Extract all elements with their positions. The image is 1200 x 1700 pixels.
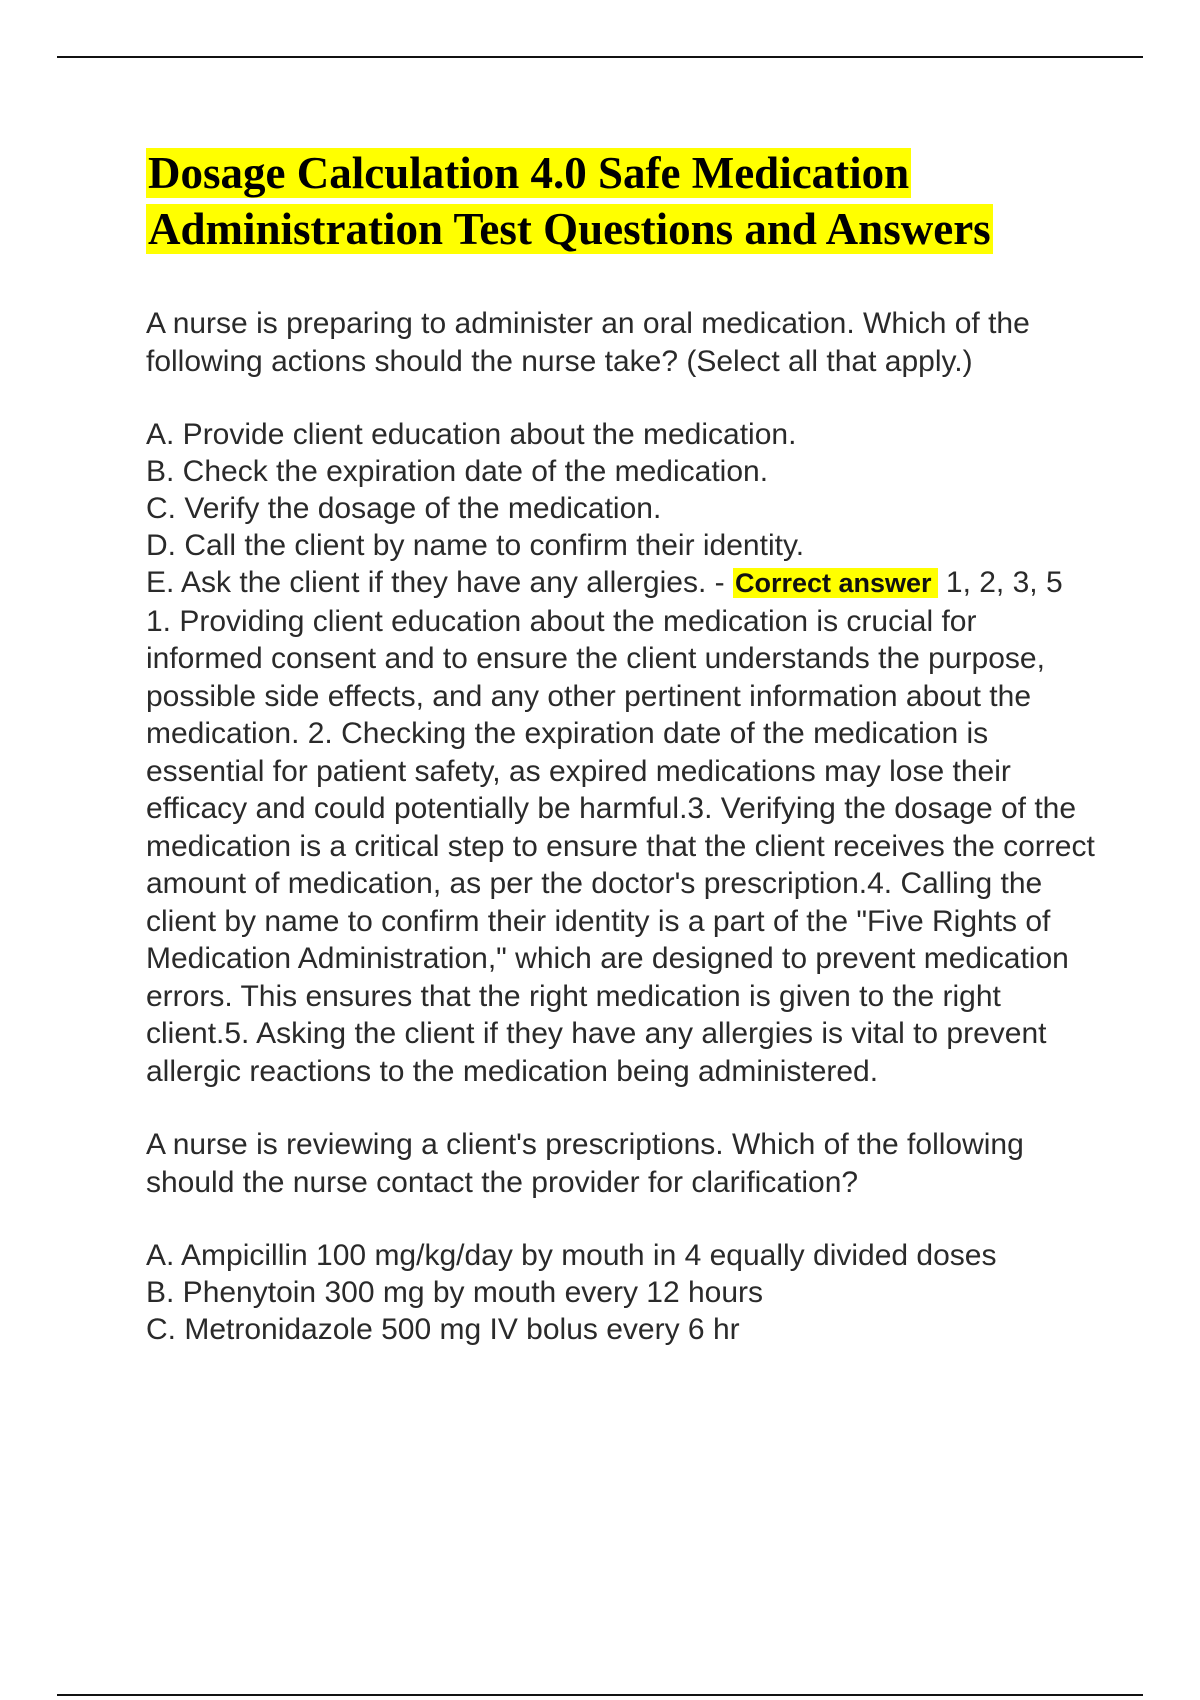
question-2-text: A nurse is reviewing a client's prescriptions. Which of the following should the nurse contact the provider for clarification? bbox=[146, 1128, 1024, 1199]
question-2-option-b: B. Phenytoin 300 mg by mouth every 12 hours bbox=[146, 1276, 764, 1309]
question-1-option-c: C. Verify the dosage of the medication. bbox=[146, 492, 662, 525]
question-1-option-b: B. Check the expiration date of the medication. bbox=[146, 455, 769, 488]
question-1-explanation: 1. Providing client education about the medication is crucial for informed consent and to ensure the client understands the purpose, possible side effects, and any other pertinent information about the medication. 2. Checking the expiration date of the medication is essential for patient safety, as expired medications may lose their efficacy and could potentially be harmful.3. Verifying the dosage of the medication is a critical step to ensure that the client receives the correct amount of medication, as per the doctor's prescription.4. Calling the client by name to confirm their identity is a part of the "Five Rights of Medication Administration," which are designed to prevent medication errors. This ensures that the right medication is given to the right client.5. Asking the client if they have any allergies is vital to prevent allergic reactions to the medication being administered. bbox=[146, 604, 1095, 1088]
question-1-option-e-with-answer bbox=[146, 564, 1086, 603]
correct-answer-label: Correct answer bbox=[733, 568, 938, 598]
question-1-option-d: D. Call the client by name to confirm their identity. bbox=[146, 529, 805, 562]
correct-answer-value: 1, 2, 3, 5 bbox=[937, 566, 1063, 599]
header-rule bbox=[57, 56, 1143, 58]
question-1-option-a: A. Provide client education about the medication. bbox=[146, 418, 797, 451]
document-body bbox=[146, 145, 1096, 1348]
question-1-text: A nurse is preparing to administer an oral medication. Which of the following actions should the nurse take? (Select all that apply.) bbox=[146, 307, 1030, 378]
question-2-option-c: C. Metronidazole 500 mg IV bolus every 6 hr bbox=[146, 1313, 740, 1346]
document-title bbox=[146, 145, 1066, 257]
question-2-options bbox=[146, 1237, 1096, 1348]
footer-rule bbox=[57, 1694, 1143, 1696]
question-1-option-e: E. Ask the client if they have any allergies. - bbox=[146, 566, 733, 599]
title-highlight: Dosage Calculation 4.0 Safe Medication Administration Test Questions and Answers bbox=[148, 148, 991, 254]
question-1-options bbox=[146, 416, 1096, 603]
question-2-option-a: A. Ampicillin 100 mg/kg/day by mouth in 4 equally divided doses bbox=[146, 1239, 997, 1272]
